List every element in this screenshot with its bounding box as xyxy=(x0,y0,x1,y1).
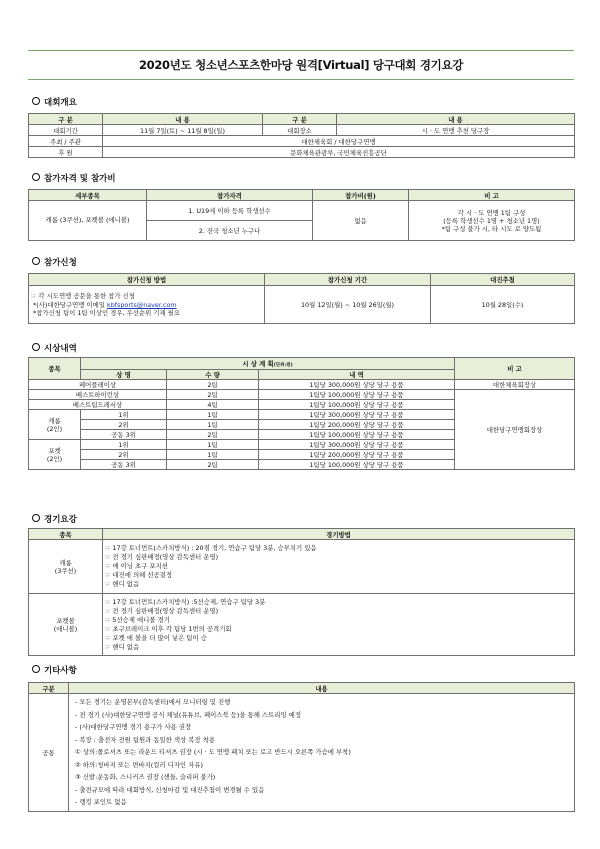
checkbox-icon: ☞ xyxy=(105,643,111,651)
text-line: ① 상의:폴로셔츠 또는 라운드 티셔츠 권장 (시 · 도 연맹 패치 또는 로고 반드시 오른쪽 가슴에 부착) xyxy=(75,748,351,757)
eligibility-table xyxy=(28,189,575,241)
text-line: - 출전규모에 따라 대회방식, 신청마감 및 대진추첨이 변경될 수 있음 xyxy=(75,785,265,794)
text-line: 시 상 계 획 xyxy=(242,360,274,368)
text-line xyxy=(105,553,572,562)
table-cell: 10월 12일(월) ~ 10월 26일(월) xyxy=(265,286,431,324)
table-cell: 상 명 xyxy=(81,370,167,380)
table-row xyxy=(29,125,575,136)
table-cell: 없음 xyxy=(313,201,409,241)
table-cell: 후 원 xyxy=(29,147,103,158)
table-row xyxy=(29,529,575,540)
text-line xyxy=(105,607,572,616)
text-line: *참가신청 팀이 1팀 이상인 경우, 우선순위 기재 필요 xyxy=(33,309,181,317)
table-cell: 1팀당 300,000원 상당 당구 용품 xyxy=(259,410,455,420)
table-row xyxy=(29,694,575,812)
section-heading-eligibility xyxy=(32,172,116,184)
text-line xyxy=(105,643,572,652)
application-table xyxy=(28,273,575,324)
table-cell: 구분 xyxy=(29,683,69,694)
text-line: (애니볼) xyxy=(53,624,78,633)
table-cell: 1팀 xyxy=(167,420,259,430)
text-line: (3쿠션) xyxy=(54,566,77,575)
text-line: 5선승제 애니볼 경기 xyxy=(112,615,170,624)
table-cell: 대회기간 xyxy=(29,125,103,136)
text-line: 참가자격 및 참가비 xyxy=(44,174,116,184)
table-cell: 1팀 xyxy=(167,410,259,420)
email-link[interactable]: kbfsports@naver.com xyxy=(107,301,177,309)
table-cell: 2팀 xyxy=(167,390,259,400)
table-cell: 비 고 xyxy=(455,358,575,380)
text-line: 대진에 의해 선공결정 xyxy=(112,571,173,579)
circle-bullet-icon xyxy=(32,514,40,522)
misc-table xyxy=(28,682,575,812)
table-cell: 내 용 xyxy=(337,114,575,125)
text-line: 캐롬 xyxy=(48,416,61,425)
text-line: 경기요강 xyxy=(44,515,77,525)
text-line: 포켓볼 xyxy=(56,616,75,625)
table-cell: 구 분 xyxy=(263,114,337,125)
text-line: *팀 구성 불가 시, 타 시도 로 양도됨 xyxy=(441,224,542,233)
table-cell: 공동 3위 xyxy=(81,460,167,470)
table-cell: 세부종목 xyxy=(29,190,147,201)
table-cell: 2. 전국 청소년 누구나 xyxy=(147,221,313,241)
text-line: 시상내역 xyxy=(44,344,77,354)
table-cell xyxy=(103,540,575,594)
table-cell: 참가신청 기간 xyxy=(265,274,431,286)
table-cell: 주최 / 주관 xyxy=(29,136,103,147)
circle-bullet-icon xyxy=(32,257,40,265)
table-row xyxy=(29,201,575,221)
text-line: - (사)대한당구연맹 경기 용구가 사용 권장 xyxy=(75,723,192,732)
section-heading-application xyxy=(32,256,77,268)
text-line: - 전 경기 (사)대한당구연맹 공식 채널(유튜브, 페이스북 등)을 통해 스트리밍 예정 xyxy=(75,710,301,719)
table-cell: 1위 xyxy=(81,440,167,450)
table-cell: 2팀 xyxy=(167,430,259,440)
text-line: 포켓 xyxy=(48,446,61,455)
table-cell xyxy=(29,286,265,324)
section-heading-overview xyxy=(32,96,77,108)
text-line: 포켓 에 볼을 더 많이 넣은 팀이 승 xyxy=(112,633,207,642)
table-cell: 공동 3위 xyxy=(81,430,167,440)
table-cell: 2위 xyxy=(81,420,167,430)
table-row xyxy=(29,136,575,147)
text-line: (등록 학생선수 1명 + 청소년 1명) xyxy=(443,216,540,225)
checkbox-icon: ☞ xyxy=(105,572,111,579)
text-line: 참가신청 xyxy=(44,258,77,268)
table-cell xyxy=(29,594,103,656)
text-line: ③ 신발:운동화, 스니커즈 권장 (샌들, 슬리퍼 불가) xyxy=(75,773,216,782)
text-line xyxy=(105,634,572,643)
table-cell: 공통 xyxy=(29,694,69,812)
table-cell: 1팀당 100,000원 상당 당구 용품 xyxy=(259,400,455,410)
text-line xyxy=(31,309,262,317)
text-line: (2인) xyxy=(46,454,63,463)
table-cell xyxy=(81,358,455,370)
checkbox-icon: ☞ xyxy=(105,625,111,633)
table-cell: 내 역 xyxy=(259,370,455,380)
text-line: 캐롬 xyxy=(59,558,72,567)
table-cell: 1. U19세 이하 등록 학생선수 xyxy=(147,201,313,221)
text-line: (단위:원) xyxy=(273,363,293,368)
checkbox-icon: ☞ xyxy=(105,581,111,588)
table-cell: 2팀 xyxy=(167,460,259,470)
table-cell: 1팀 xyxy=(167,450,259,460)
table-cell xyxy=(29,440,81,470)
table-cell: 10월 28일(수) xyxy=(431,286,575,324)
table-cell: 참가자격 xyxy=(147,190,313,201)
table-cell: 대한체육회장상 xyxy=(455,380,575,390)
text-line xyxy=(105,616,572,625)
text-line: *(사)대한당구연맹 이메일 xyxy=(33,301,108,309)
text-line: 대회개요 xyxy=(44,98,77,108)
table-cell: 페어플레이상 xyxy=(29,380,167,390)
table-cell: 참가비(원) xyxy=(313,190,409,201)
text-line: ② 하의:청바지 또는 면바지(컬러 디자인 자유) xyxy=(75,760,203,769)
text-line: 각 시 · 도 연맹 1팀 구성 xyxy=(457,208,526,217)
checkbox-icon: ☞ xyxy=(105,598,111,606)
table-cell: 11월 7일(토) ~ 11월 8일(일) xyxy=(103,125,263,136)
table-row xyxy=(29,594,575,656)
table-cell: 대진추첨 xyxy=(431,274,575,286)
table-cell: 구 분 xyxy=(29,114,103,125)
table-row xyxy=(29,390,575,400)
table-cell: 4팀 xyxy=(167,400,259,410)
table-cell: 2위 xyxy=(81,450,167,460)
table-cell: 베스트하이런상 xyxy=(29,390,167,400)
table-row xyxy=(29,190,575,201)
awards-table xyxy=(28,357,575,470)
checkbox-icon: ☞ xyxy=(105,607,111,615)
section-heading-misc xyxy=(32,664,77,676)
table-row xyxy=(29,286,575,324)
text-line: 17강 토너먼트(스카치방식) : 20점 경기, 연습구 팀당 3분, 승부치기 있음 xyxy=(112,544,317,552)
checkbox-icon: ☞ xyxy=(105,634,111,642)
table-cell: 1팀 xyxy=(167,440,259,450)
table-cell: 1팀당 100,000원 상당 당구 용품 xyxy=(259,460,455,470)
text-line: 핸디 없음 xyxy=(112,580,140,588)
text-line xyxy=(105,571,572,580)
table-cell: 대한체육회 / 대한당구연맹 xyxy=(103,136,575,147)
page-title: 2020년도 청소년스포츠한마당 원격[Virtual] 당구대회 경기요강 xyxy=(28,50,574,80)
text-line: 각 시도연맹 공문을 통한 참가 신청 xyxy=(38,292,135,300)
table-cell: 1팀당 300,000원 상당 당구 용품 xyxy=(259,440,455,450)
table-cell: 경기방법 xyxy=(103,529,575,540)
checkbox-icon: ☞ xyxy=(105,545,111,552)
text-line: - 모든 경기는 운영본부(감독센터)에서 모니터링 및 진행 xyxy=(75,698,231,707)
table-cell: 2팀 xyxy=(167,380,259,390)
text-line: - 랭킹 포인트 없음 xyxy=(75,798,127,807)
table-cell xyxy=(103,594,575,656)
circle-bullet-icon xyxy=(32,343,40,351)
table-row xyxy=(29,274,575,286)
table-cell xyxy=(29,410,81,440)
table-cell xyxy=(409,201,575,241)
table-row xyxy=(29,114,575,125)
text-line xyxy=(105,625,572,634)
text-line xyxy=(105,598,572,607)
text-line xyxy=(31,301,262,309)
table-cell: 1팀당 200,000원 상당 당구 용품 xyxy=(259,450,455,460)
circle-bullet-icon xyxy=(32,97,40,105)
table-row xyxy=(29,358,575,370)
table-cell: 내 용 xyxy=(103,114,263,125)
checkbox-icon: ☞ xyxy=(31,293,37,300)
table-cell: 종목 xyxy=(29,529,103,540)
circle-bullet-icon xyxy=(32,173,40,181)
table-row xyxy=(29,683,575,694)
text-line xyxy=(105,562,572,571)
table-cell: 시 · 도 연맹 추천 당구장 xyxy=(337,125,575,136)
table-cell: 1팀당 100,000원 상당 당구 용품 xyxy=(259,430,455,440)
rules-table xyxy=(28,528,575,656)
table-cell: 비 고 xyxy=(409,190,575,201)
table-cell: 내용 xyxy=(69,683,575,694)
table-cell: 1팀당 300,000원 상당 당구 용품 xyxy=(259,380,455,390)
table-row xyxy=(29,380,575,390)
table-row xyxy=(29,147,575,158)
checkbox-icon: ☞ xyxy=(105,563,111,570)
table-cell: 수 량 xyxy=(167,370,259,380)
table-cell: 문화체육관광부, 국민체육진흥공단 xyxy=(103,147,575,158)
circle-bullet-icon xyxy=(32,665,40,673)
table-row xyxy=(29,540,575,594)
checkbox-icon: ☞ xyxy=(105,616,111,624)
text-line xyxy=(31,292,262,301)
text-line: 기타사항 xyxy=(44,666,77,676)
table-cell: 종목 xyxy=(29,358,81,380)
section-heading-rules xyxy=(32,513,77,525)
table-cell: 대한당구연맹회장상 xyxy=(455,390,575,470)
text-line xyxy=(105,580,572,589)
table-cell: 대회장소 xyxy=(263,125,337,136)
text-line: 초구브레이크 이후 각 팀당 1번의 공격기회 xyxy=(112,624,232,633)
text-line xyxy=(105,544,572,553)
table-cell: 베스트팀드레서상 xyxy=(29,400,167,410)
text-line: 전 경기 심판배정(영상 감독센터 운영) xyxy=(112,606,219,615)
table-cell: 캐롬 (3쿠션), 포켓볼 (애니볼) xyxy=(29,201,147,241)
table-cell: 1팀당 100,000원 상당 당구 용품 xyxy=(259,390,455,400)
table-cell: 참가신청 방법 xyxy=(29,274,265,286)
overview-table xyxy=(28,113,575,158)
checkbox-icon: ☞ xyxy=(105,554,111,561)
text-line: - 복장 : 출전자 전원 팀원과 동일한 색상 복장 착용 xyxy=(75,735,216,744)
text-line: 핸디 없음 xyxy=(112,642,140,651)
text-line: 매 이닝 초구 포지션 xyxy=(112,562,168,570)
table-cell xyxy=(69,694,575,812)
table-cell: 1팀당 200,000원 상당 당구 용품 xyxy=(259,420,455,430)
table-cell: 1위 xyxy=(81,410,167,420)
text-line: 전 경기 심판배정(영상 감독센터 운영) xyxy=(112,553,219,561)
text-line: 17강 토너먼트(스카치방식) :5선승제, 연습구 팀당 3분 xyxy=(112,597,266,606)
text-line: (2인) xyxy=(46,424,63,433)
section-heading-awards xyxy=(32,342,77,354)
table-cell xyxy=(29,540,103,594)
